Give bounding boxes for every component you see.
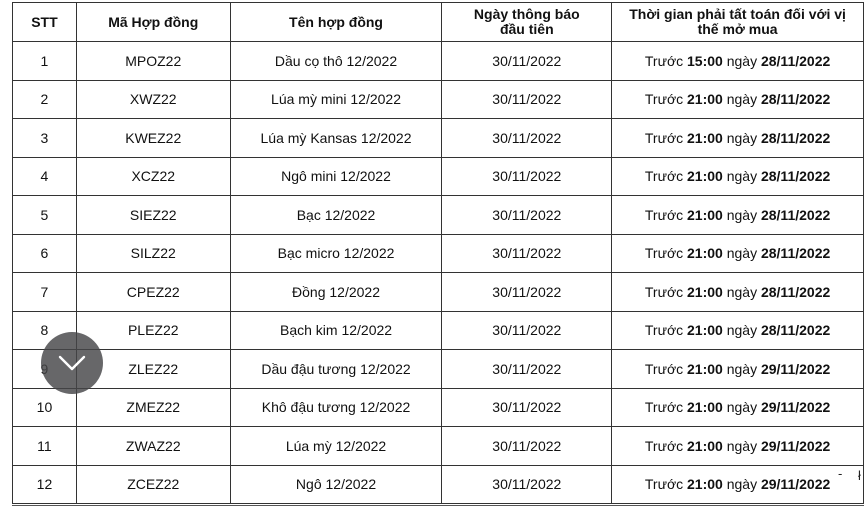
table-row — [13, 80, 864, 119]
cell-stt: 8 — [13, 311, 77, 350]
table-row — [13, 465, 864, 504]
cell-contract-name: Ngô mini 12/2022 — [230, 157, 442, 196]
header-settlement-deadline — [612, 3, 864, 42]
cell-contract-name: Dầu đậu tương 12/2022 — [230, 350, 442, 389]
deadline-mid: ngày — [726, 52, 758, 69]
table-header-row — [13, 3, 864, 42]
table-row — [13, 311, 864, 350]
cell-contract-code: ZWAZ22 — [76, 427, 230, 466]
deadline-mid: ngày — [726, 206, 758, 223]
cell-contract-code: KWEZ22 — [76, 119, 230, 158]
chevron-down-icon — [57, 354, 87, 372]
edge-dash-mark: - — [838, 466, 843, 481]
deadline-time: 21:00 — [687, 206, 723, 223]
header-stt: STT — [13, 3, 77, 42]
deadline-mid: ngày — [726, 283, 758, 300]
deadline-mid: ngày — [726, 399, 758, 416]
deadline-date: 29/11/2022 — [760, 476, 831, 493]
cell-contract-name: Bạc micro 12/2022 — [230, 234, 442, 273]
deadline-mid: ngày — [726, 168, 758, 185]
deadline-date: 28/11/2022 — [760, 52, 831, 69]
cell-settlement-deadline — [612, 311, 864, 350]
edge-vertical-mark: ł — [858, 468, 861, 483]
cell-stt: 2 — [13, 80, 77, 119]
cell-stt: 7 — [13, 273, 77, 312]
scroll-down-button[interactable] — [41, 332, 103, 394]
cell-stt: 11 — [13, 427, 77, 466]
cell-settlement-deadline — [612, 80, 864, 119]
deadline-mid: ngày — [726, 129, 758, 146]
cell-first-notice-day: 30/11/2022 — [442, 273, 612, 312]
deadline-time: 21:00 — [687, 322, 723, 339]
cell-contract-code: ZCEZ22 — [76, 465, 230, 504]
deadline-prefix: Trước — [644, 129, 684, 146]
cell-settlement-deadline — [612, 273, 864, 312]
cell-first-notice-day: 30/11/2022 — [442, 157, 612, 196]
deadline-date: 28/11/2022 — [760, 168, 831, 185]
cell-contract-code: ZLEZ22 — [76, 350, 230, 389]
deadline-date: 28/11/2022 — [760, 91, 831, 108]
header-settlement-deadline-line-2: thế mở mua — [697, 21, 778, 37]
cell-contract-code: CPEZ22 — [76, 273, 230, 312]
contracts-table — [12, 2, 864, 504]
deadline-prefix: Trước — [644, 399, 684, 416]
deadline-date: 28/11/2022 — [760, 283, 831, 300]
cell-contract-name: Bạch kim 12/2022 — [230, 311, 442, 350]
table-row — [13, 234, 864, 273]
deadline-date: 29/11/2022 — [760, 399, 831, 416]
table-row — [13, 427, 864, 466]
header-settlement-deadline-line-1: Thời gian phải tất toán đối với vị — [629, 6, 846, 22]
cell-contract-name: Đồng 12/2022 — [230, 273, 442, 312]
deadline-prefix: Trước — [644, 91, 684, 108]
header-contract-name: Tên hợp đồng — [230, 3, 442, 42]
cell-contract-name: Lúa mỳ Kansas 12/2022 — [230, 119, 442, 158]
deadline-prefix: Trước — [644, 206, 684, 223]
deadline-date: 28/11/2022 — [760, 245, 831, 262]
cell-settlement-deadline — [612, 350, 864, 389]
deadline-prefix: Trước — [644, 360, 684, 377]
cell-stt: 12 — [13, 465, 77, 504]
table-row — [13, 350, 864, 389]
cell-contract-code: SIEZ22 — [76, 196, 230, 235]
cell-first-notice-day: 30/11/2022 — [442, 234, 612, 273]
deadline-time: 21:00 — [687, 168, 723, 185]
cell-contract-name: Lúa mỳ 12/2022 — [230, 427, 442, 466]
cell-stt: 3 — [13, 119, 77, 158]
deadline-prefix: Trước — [644, 245, 684, 262]
cell-contract-name: Dầu cọ thô 12/2022 — [230, 42, 442, 81]
cell-first-notice-day: 30/11/2022 — [442, 388, 612, 427]
deadline-mid: ngày — [726, 91, 758, 108]
deadline-date: 28/11/2022 — [760, 129, 831, 146]
header-first-notice-day-line-2: đầu tiên — [499, 21, 554, 37]
table-body — [13, 42, 864, 504]
deadline-mid: ngày — [726, 476, 758, 493]
deadline-prefix: Trước — [644, 476, 684, 493]
cell-first-notice-day: 30/11/2022 — [442, 80, 612, 119]
cell-first-notice-day: 30/11/2022 — [442, 196, 612, 235]
cell-first-notice-day: 30/11/2022 — [442, 42, 612, 81]
cell-stt: 5 — [13, 196, 77, 235]
cell-contract-name: Khô đậu tương 12/2022 — [230, 388, 442, 427]
deadline-prefix: Trước — [644, 283, 684, 300]
deadline-time: 15:00 — [687, 52, 723, 69]
deadline-mid: ngày — [726, 360, 758, 377]
header-contract-code: Mã Hợp đồng — [76, 3, 230, 42]
table-row — [13, 388, 864, 427]
cell-contract-name: Ngô 12/2022 — [230, 465, 442, 504]
deadline-time: 21:00 — [687, 129, 723, 146]
deadline-time: 21:00 — [687, 283, 723, 300]
deadline-time: 21:00 — [687, 437, 723, 454]
deadline-prefix: Trước — [644, 52, 684, 69]
deadline-date: 28/11/2022 — [760, 322, 831, 339]
cell-contract-code: XCZ22 — [76, 157, 230, 196]
deadline-time: 21:00 — [687, 360, 723, 377]
deadline-mid: ngày — [726, 322, 758, 339]
cell-stt: 4 — [13, 157, 77, 196]
deadline-time: 21:00 — [687, 476, 723, 493]
table-row — [13, 119, 864, 158]
deadline-prefix: Trước — [644, 168, 684, 185]
cell-settlement-deadline — [612, 196, 864, 235]
table-row — [13, 273, 864, 312]
cell-first-notice-day: 30/11/2022 — [442, 350, 612, 389]
cell-contract-code: PLEZ22 — [76, 311, 230, 350]
deadline-time: 21:00 — [687, 399, 723, 416]
cell-settlement-deadline — [612, 234, 864, 273]
header-first-notice-day — [442, 3, 612, 42]
deadline-time: 21:00 — [687, 91, 723, 108]
table-row — [13, 157, 864, 196]
page-bottom-edge — [12, 505, 864, 506]
cell-contract-code: ZMEZ22 — [76, 388, 230, 427]
cell-contract-code: SILZ22 — [76, 234, 230, 273]
cell-first-notice-day: 30/11/2022 — [442, 427, 612, 466]
cell-contract-code: XWZ22 — [76, 80, 230, 119]
cell-settlement-deadline — [612, 465, 864, 504]
cell-settlement-deadline — [612, 119, 864, 158]
deadline-date: 28/11/2022 — [760, 206, 831, 223]
cell-contract-name: Lúa mỳ mini 12/2022 — [230, 80, 442, 119]
deadline-time: 21:00 — [687, 245, 723, 262]
header-first-notice-day-line-1: Ngày thông báo — [473, 6, 580, 22]
deadline-date: 29/11/2022 — [760, 360, 831, 377]
table-row — [13, 42, 864, 81]
cell-stt: 1 — [13, 42, 77, 81]
cell-settlement-deadline — [612, 388, 864, 427]
table-row — [13, 196, 864, 235]
cell-settlement-deadline — [612, 427, 864, 466]
cell-contract-name: Bạc 12/2022 — [230, 196, 442, 235]
cell-first-notice-day: 30/11/2022 — [442, 465, 612, 504]
cell-contract-code: MPOZ22 — [76, 42, 230, 81]
cell-settlement-deadline — [612, 42, 864, 81]
deadline-date: 29/11/2022 — [760, 437, 831, 454]
deadline-prefix: Trước — [644, 437, 684, 454]
deadline-mid: ngày — [726, 437, 758, 454]
cell-stt: 6 — [13, 234, 77, 273]
deadline-mid: ngày — [726, 245, 758, 262]
cell-settlement-deadline — [612, 157, 864, 196]
cell-first-notice-day: 30/11/2022 — [442, 311, 612, 350]
deadline-prefix: Trước — [644, 322, 684, 339]
cell-first-notice-day: 30/11/2022 — [442, 119, 612, 158]
cell-stt: 10 — [13, 388, 77, 427]
